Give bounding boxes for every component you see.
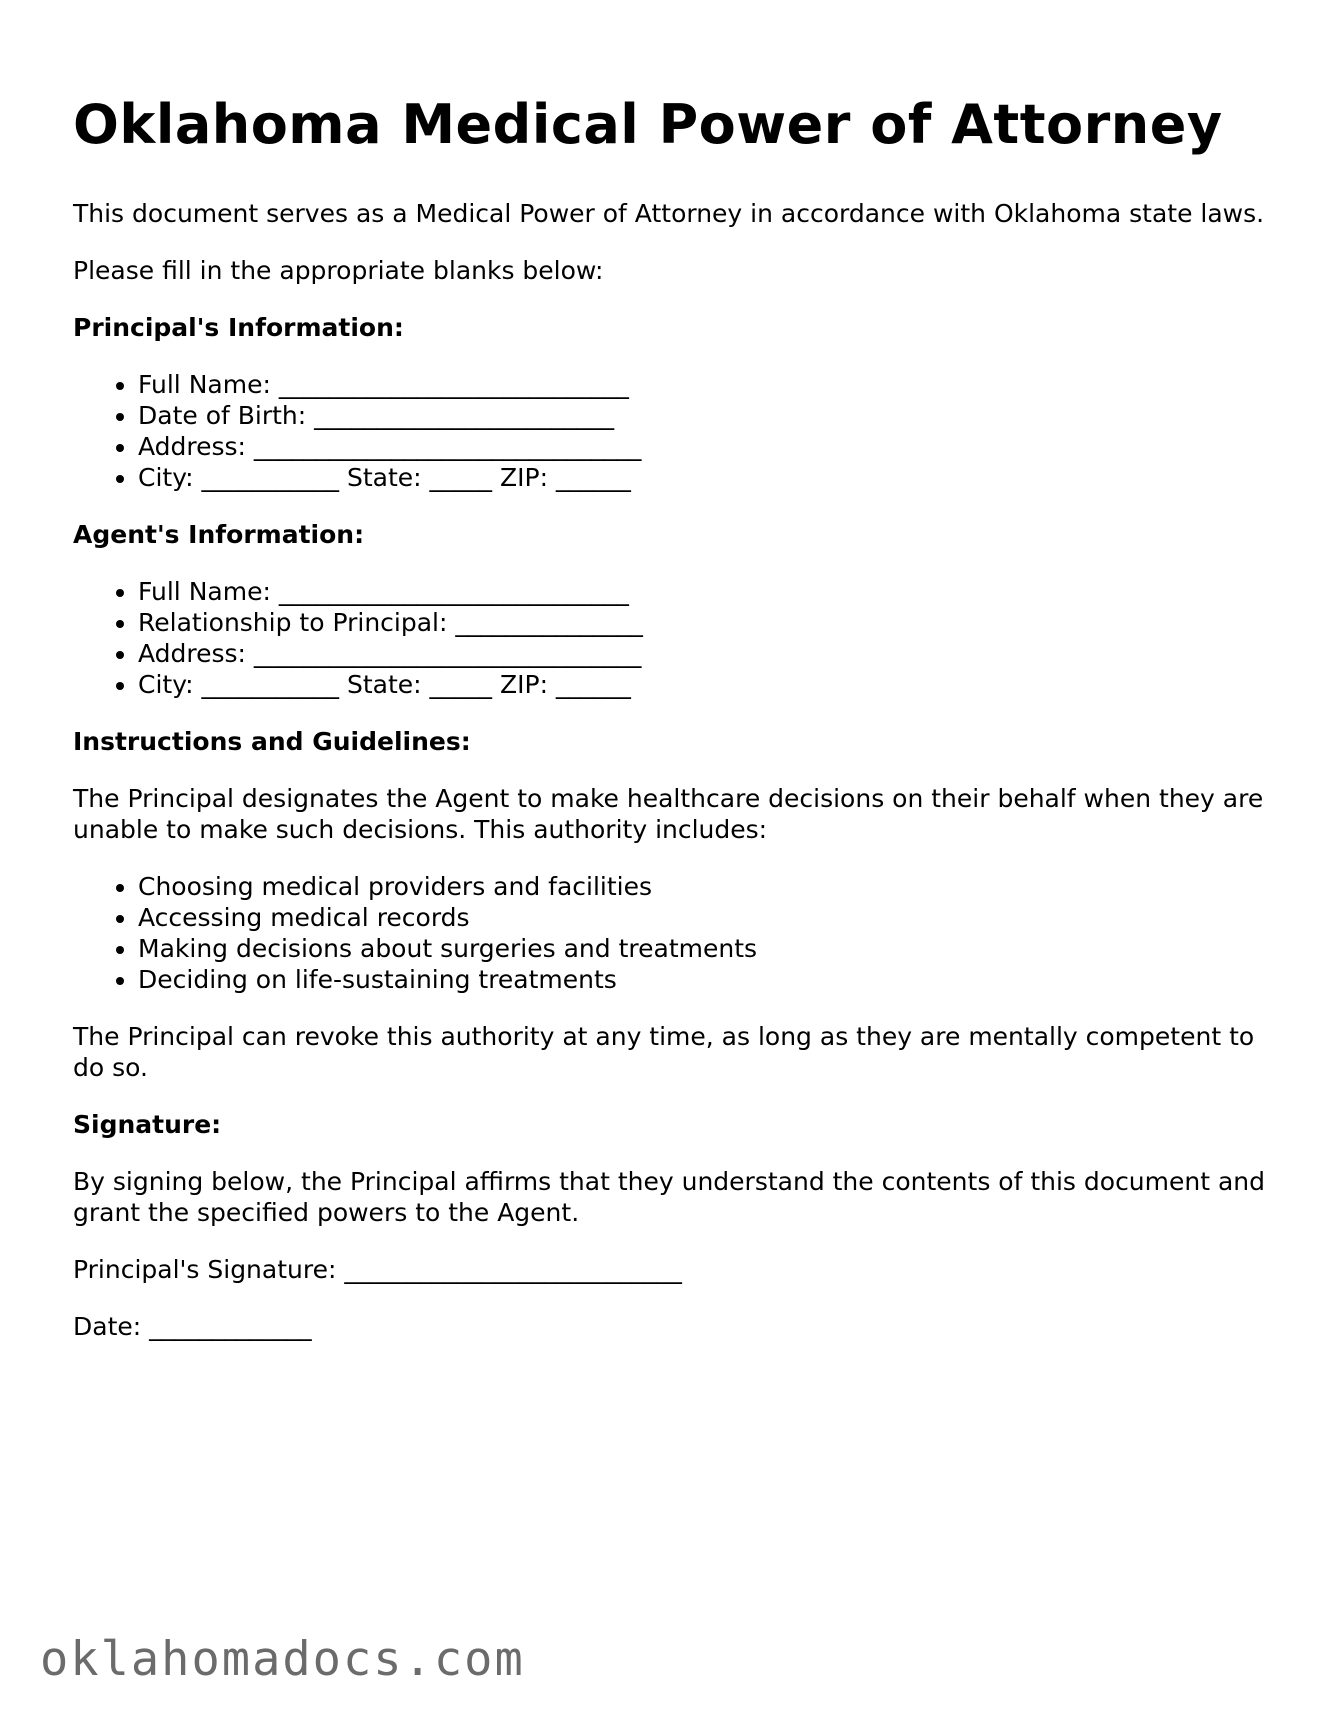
site-watermark: oklahomadocs.com [40, 1632, 525, 1687]
principal-city-state-zip-field: • City: ___________ State: _____ ZIP: ______ [138, 462, 1273, 493]
instructions-heading: Instructions and Guidelines: [73, 727, 471, 756]
principal-dob-field: • Date of Birth: ________________________ [138, 400, 1273, 431]
principal-signature-line: Principal's Signature: ___________________________ [73, 1255, 682, 1284]
principal-address-field: • Address: _______________________________ [138, 431, 1273, 462]
agent-address-field: • Address: _______________________________ [138, 638, 1273, 669]
intro-paragraph: This document serves as a Medical Power of Attorney in accordance with Oklahoma state laws. [73, 199, 1265, 228]
agent-info-heading: Agent's Information: [73, 520, 365, 549]
signature-heading: Signature: [73, 1110, 222, 1139]
authority-item: • Choosing medical providers and facilities [138, 871, 1273, 902]
signature-paragraph: By signing below, the Principal affirms that they understand the contents of this document and grant the specified powers to the Agent. [73, 1167, 1266, 1227]
authority-list [73, 871, 1273, 995]
document-page [73, 88, 1273, 1368]
date-line: Date: _____________ [73, 1312, 312, 1341]
authority-item: • Making decisions about surgeries and treatments [138, 933, 1273, 964]
instructions-paragraph: The Principal designates the Agent to make healthcare decisions on their behalf when they are unable to make such decisions. This authority includes: [73, 784, 1264, 844]
principal-full-name-field: • Full Name: ____________________________ [138, 369, 1273, 400]
revocation-paragraph: The Principal can revoke this authority at any time, as long as they are mentally competent to do so. [73, 1022, 1255, 1082]
fill-instruction: Please fill in the appropriate blanks below: [73, 256, 604, 285]
agent-city-state-zip-field: • City: ___________ State: _____ ZIP: ______ [138, 669, 1273, 700]
authority-item: • Deciding on life-sustaining treatments [138, 964, 1273, 995]
agent-info-list [73, 576, 1273, 700]
document-title: Oklahoma Medical Power of Attorney [73, 93, 1223, 156]
principal-info-list [73, 369, 1273, 493]
agent-relationship-field: • Relationship to Principal: _______________ [138, 607, 1273, 638]
authority-item: • Accessing medical records [138, 902, 1273, 933]
agent-full-name-field: • Full Name: ____________________________ [138, 576, 1273, 607]
principal-info-heading: Principal's Information: [73, 313, 404, 342]
